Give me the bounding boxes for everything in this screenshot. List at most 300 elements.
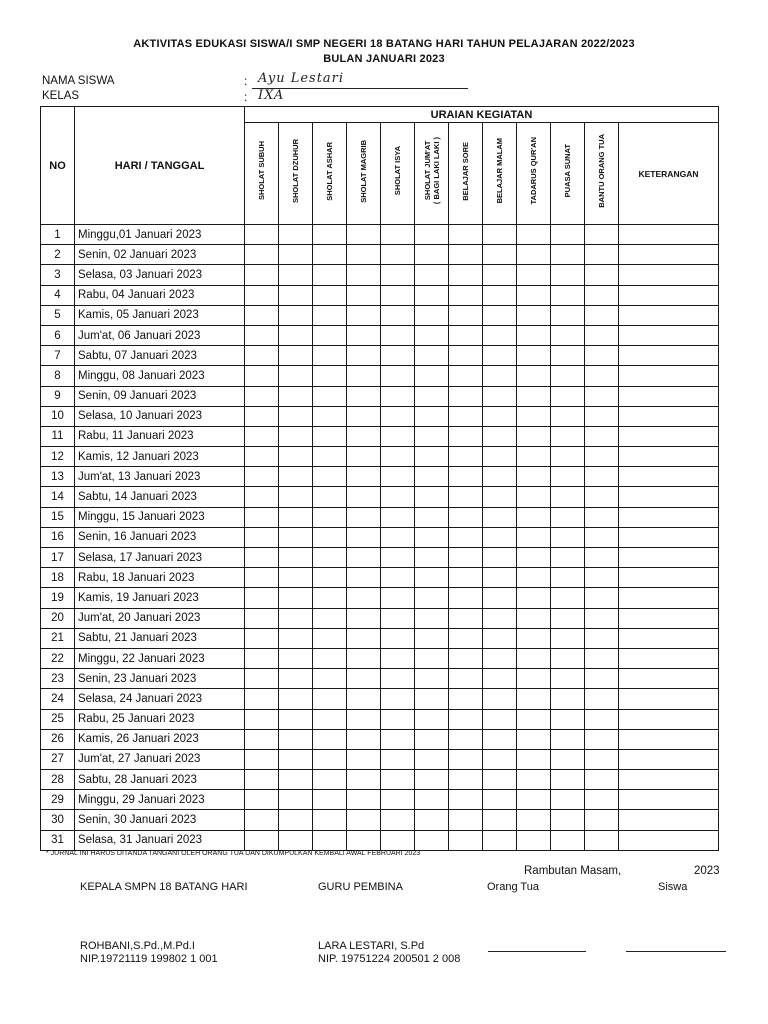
activity-check-cell[interactable]	[279, 548, 313, 568]
activity-check-cell[interactable]	[483, 669, 517, 689]
activity-check-cell[interactable]	[381, 386, 415, 406]
activity-check-cell[interactable]	[585, 426, 619, 446]
activity-check-cell[interactable]	[245, 669, 279, 689]
activity-check-cell[interactable]	[381, 467, 415, 487]
activity-check-cell[interactable]	[517, 749, 551, 769]
activity-check-cell[interactable]	[483, 770, 517, 790]
activity-check-cell[interactable]	[483, 689, 517, 709]
activity-check-cell[interactable]	[279, 770, 313, 790]
class-value[interactable]: IXA	[258, 88, 285, 103]
activity-check-cell[interactable]	[449, 790, 483, 810]
activity-check-cell[interactable]	[551, 225, 585, 245]
activity-check-cell[interactable]	[517, 689, 551, 709]
keterangan-cell[interactable]	[619, 305, 719, 325]
activity-check-cell[interactable]	[415, 447, 449, 467]
activity-check-cell[interactable]	[381, 245, 415, 265]
activity-check-cell[interactable]	[347, 749, 381, 769]
activity-check-cell[interactable]	[313, 689, 347, 709]
activity-check-cell[interactable]	[551, 608, 585, 628]
activity-check-cell[interactable]	[483, 608, 517, 628]
activity-check-cell[interactable]	[551, 447, 585, 467]
activity-check-cell[interactable]	[279, 648, 313, 668]
activity-check-cell[interactable]	[551, 830, 585, 850]
activity-check-cell[interactable]	[585, 770, 619, 790]
activity-check-cell[interactable]	[347, 447, 381, 467]
activity-check-cell[interactable]	[313, 467, 347, 487]
activity-check-cell[interactable]	[483, 487, 517, 507]
activity-check-cell[interactable]	[517, 346, 551, 366]
activity-check-cell[interactable]	[347, 729, 381, 749]
activity-check-cell[interactable]	[483, 467, 517, 487]
keterangan-cell[interactable]	[619, 325, 719, 345]
activity-check-cell[interactable]	[245, 447, 279, 467]
activity-check-cell[interactable]	[415, 709, 449, 729]
activity-check-cell[interactable]	[347, 467, 381, 487]
activity-check-cell[interactable]	[415, 669, 449, 689]
keterangan-cell[interactable]	[619, 810, 719, 830]
activity-check-cell[interactable]	[381, 366, 415, 386]
activity-check-cell[interactable]	[449, 749, 483, 769]
activity-check-cell[interactable]	[483, 648, 517, 668]
activity-check-cell[interactable]	[517, 527, 551, 547]
activity-check-cell[interactable]	[415, 568, 449, 588]
activity-check-cell[interactable]	[313, 325, 347, 345]
activity-check-cell[interactable]	[279, 305, 313, 325]
activity-check-cell[interactable]	[347, 770, 381, 790]
keterangan-cell[interactable]	[619, 426, 719, 446]
keterangan-cell[interactable]	[619, 729, 719, 749]
activity-check-cell[interactable]	[483, 265, 517, 285]
activity-check-cell[interactable]	[449, 285, 483, 305]
activity-check-cell[interactable]	[585, 830, 619, 850]
activity-check-cell[interactable]	[517, 447, 551, 467]
activity-check-cell[interactable]	[483, 346, 517, 366]
activity-check-cell[interactable]	[415, 689, 449, 709]
activity-check-cell[interactable]	[483, 568, 517, 588]
activity-check-cell[interactable]	[313, 386, 347, 406]
activity-check-cell[interactable]	[449, 588, 483, 608]
activity-check-cell[interactable]	[449, 265, 483, 285]
activity-check-cell[interactable]	[551, 487, 585, 507]
activity-check-cell[interactable]	[381, 709, 415, 729]
activity-check-cell[interactable]	[245, 790, 279, 810]
activity-check-cell[interactable]	[313, 447, 347, 467]
activity-check-cell[interactable]	[585, 325, 619, 345]
keterangan-cell[interactable]	[619, 467, 719, 487]
activity-check-cell[interactable]	[449, 406, 483, 426]
activity-check-cell[interactable]	[347, 548, 381, 568]
activity-check-cell[interactable]	[279, 749, 313, 769]
activity-check-cell[interactable]	[551, 346, 585, 366]
activity-check-cell[interactable]	[483, 507, 517, 527]
activity-check-cell[interactable]	[381, 628, 415, 648]
activity-check-cell[interactable]	[245, 406, 279, 426]
activity-check-cell[interactable]	[279, 507, 313, 527]
activity-check-cell[interactable]	[279, 447, 313, 467]
activity-check-cell[interactable]	[347, 487, 381, 507]
activity-check-cell[interactable]	[245, 548, 279, 568]
activity-check-cell[interactable]	[347, 265, 381, 285]
activity-check-cell[interactable]	[551, 770, 585, 790]
activity-check-cell[interactable]	[245, 426, 279, 446]
activity-check-cell[interactable]	[381, 608, 415, 628]
activity-check-cell[interactable]	[415, 749, 449, 769]
activity-check-cell[interactable]	[245, 648, 279, 668]
activity-check-cell[interactable]	[415, 265, 449, 285]
activity-check-cell[interactable]	[279, 790, 313, 810]
activity-check-cell[interactable]	[449, 548, 483, 568]
activity-check-cell[interactable]	[381, 669, 415, 689]
activity-check-cell[interactable]	[449, 830, 483, 850]
activity-check-cell[interactable]	[415, 729, 449, 749]
activity-check-cell[interactable]	[347, 366, 381, 386]
activity-check-cell[interactable]	[449, 527, 483, 547]
keterangan-cell[interactable]	[619, 588, 719, 608]
activity-check-cell[interactable]	[585, 406, 619, 426]
activity-check-cell[interactable]	[279, 265, 313, 285]
activity-check-cell[interactable]	[483, 810, 517, 830]
activity-check-cell[interactable]	[415, 628, 449, 648]
activity-check-cell[interactable]	[279, 245, 313, 265]
activity-check-cell[interactable]	[483, 749, 517, 769]
activity-check-cell[interactable]	[313, 527, 347, 547]
activity-check-cell[interactable]	[279, 689, 313, 709]
activity-check-cell[interactable]	[517, 810, 551, 830]
activity-check-cell[interactable]	[381, 285, 415, 305]
activity-check-cell[interactable]	[245, 305, 279, 325]
activity-check-cell[interactable]	[585, 467, 619, 487]
activity-check-cell[interactable]	[279, 325, 313, 345]
activity-check-cell[interactable]	[279, 225, 313, 245]
activity-check-cell[interactable]	[517, 608, 551, 628]
activity-check-cell[interactable]	[279, 487, 313, 507]
activity-check-cell[interactable]	[483, 709, 517, 729]
activity-check-cell[interactable]	[517, 487, 551, 507]
activity-check-cell[interactable]	[551, 265, 585, 285]
activity-check-cell[interactable]	[517, 225, 551, 245]
activity-check-cell[interactable]	[347, 608, 381, 628]
parent-signature-line[interactable]	[488, 951, 586, 952]
activity-check-cell[interactable]	[313, 749, 347, 769]
activity-check-cell[interactable]	[245, 709, 279, 729]
activity-check-cell[interactable]	[449, 346, 483, 366]
activity-check-cell[interactable]	[313, 285, 347, 305]
activity-check-cell[interactable]	[585, 265, 619, 285]
activity-check-cell[interactable]	[585, 588, 619, 608]
activity-check-cell[interactable]	[279, 426, 313, 446]
keterangan-cell[interactable]	[619, 285, 719, 305]
activity-check-cell[interactable]	[381, 346, 415, 366]
keterangan-cell[interactable]	[619, 669, 719, 689]
activity-check-cell[interactable]	[551, 689, 585, 709]
activity-check-cell[interactable]	[551, 810, 585, 830]
activity-check-cell[interactable]	[313, 830, 347, 850]
activity-check-cell[interactable]	[245, 346, 279, 366]
activity-check-cell[interactable]	[585, 648, 619, 668]
activity-check-cell[interactable]	[449, 628, 483, 648]
activity-check-cell[interactable]	[483, 628, 517, 648]
activity-check-cell[interactable]	[313, 628, 347, 648]
activity-check-cell[interactable]	[585, 305, 619, 325]
activity-check-cell[interactable]	[381, 588, 415, 608]
activity-check-cell[interactable]	[585, 689, 619, 709]
activity-check-cell[interactable]	[381, 225, 415, 245]
activity-check-cell[interactable]	[517, 648, 551, 668]
activity-check-cell[interactable]	[279, 709, 313, 729]
activity-check-cell[interactable]	[245, 689, 279, 709]
activity-check-cell[interactable]	[415, 225, 449, 245]
activity-check-cell[interactable]	[585, 225, 619, 245]
activity-check-cell[interactable]	[245, 467, 279, 487]
activity-check-cell[interactable]	[279, 588, 313, 608]
activity-check-cell[interactable]	[245, 749, 279, 769]
keterangan-cell[interactable]	[619, 830, 719, 850]
activity-check-cell[interactable]	[313, 406, 347, 426]
activity-check-cell[interactable]	[313, 426, 347, 446]
activity-check-cell[interactable]	[347, 285, 381, 305]
student-signature-line[interactable]	[626, 951, 726, 952]
activity-check-cell[interactable]	[585, 386, 619, 406]
activity-check-cell[interactable]	[245, 830, 279, 850]
activity-check-cell[interactable]	[381, 265, 415, 285]
activity-check-cell[interactable]	[517, 568, 551, 588]
activity-check-cell[interactable]	[415, 830, 449, 850]
activity-check-cell[interactable]	[517, 588, 551, 608]
activity-check-cell[interactable]	[415, 507, 449, 527]
activity-check-cell[interactable]	[517, 770, 551, 790]
keterangan-cell[interactable]	[619, 689, 719, 709]
activity-check-cell[interactable]	[517, 325, 551, 345]
activity-check-cell[interactable]	[245, 729, 279, 749]
activity-check-cell[interactable]	[415, 770, 449, 790]
activity-check-cell[interactable]	[279, 527, 313, 547]
activity-check-cell[interactable]	[551, 285, 585, 305]
activity-check-cell[interactable]	[381, 305, 415, 325]
activity-check-cell[interactable]	[415, 467, 449, 487]
keterangan-cell[interactable]	[619, 386, 719, 406]
activity-check-cell[interactable]	[347, 709, 381, 729]
activity-check-cell[interactable]	[347, 648, 381, 668]
keterangan-cell[interactable]	[619, 406, 719, 426]
student-name-value[interactable]: Ayu Lestari	[258, 71, 345, 86]
activity-check-cell[interactable]	[551, 305, 585, 325]
activity-check-cell[interactable]	[381, 790, 415, 810]
activity-check-cell[interactable]	[585, 729, 619, 749]
activity-check-cell[interactable]	[551, 386, 585, 406]
keterangan-cell[interactable]	[619, 749, 719, 769]
activity-check-cell[interactable]	[551, 568, 585, 588]
activity-check-cell[interactable]	[381, 447, 415, 467]
activity-check-cell[interactable]	[313, 346, 347, 366]
activity-check-cell[interactable]	[551, 507, 585, 527]
activity-check-cell[interactable]	[415, 487, 449, 507]
activity-check-cell[interactable]	[483, 225, 517, 245]
activity-check-cell[interactable]	[449, 325, 483, 345]
activity-check-cell[interactable]	[551, 406, 585, 426]
activity-check-cell[interactable]	[517, 830, 551, 850]
activity-check-cell[interactable]	[279, 366, 313, 386]
activity-check-cell[interactable]	[449, 669, 483, 689]
activity-check-cell[interactable]	[551, 709, 585, 729]
activity-check-cell[interactable]	[483, 325, 517, 345]
activity-check-cell[interactable]	[381, 487, 415, 507]
activity-check-cell[interactable]	[517, 285, 551, 305]
activity-check-cell[interactable]	[245, 608, 279, 628]
activity-check-cell[interactable]	[483, 426, 517, 446]
activity-check-cell[interactable]	[449, 225, 483, 245]
activity-check-cell[interactable]	[483, 245, 517, 265]
activity-check-cell[interactable]	[585, 548, 619, 568]
activity-check-cell[interactable]	[517, 467, 551, 487]
keterangan-cell[interactable]	[619, 548, 719, 568]
activity-check-cell[interactable]	[517, 265, 551, 285]
activity-check-cell[interactable]	[279, 346, 313, 366]
activity-check-cell[interactable]	[381, 507, 415, 527]
activity-check-cell[interactable]	[517, 790, 551, 810]
activity-check-cell[interactable]	[483, 830, 517, 850]
activity-check-cell[interactable]	[449, 770, 483, 790]
activity-check-cell[interactable]	[347, 386, 381, 406]
activity-check-cell[interactable]	[245, 325, 279, 345]
activity-check-cell[interactable]	[585, 608, 619, 628]
activity-check-cell[interactable]	[381, 548, 415, 568]
activity-check-cell[interactable]	[415, 648, 449, 668]
activity-check-cell[interactable]	[279, 406, 313, 426]
activity-check-cell[interactable]	[381, 527, 415, 547]
activity-check-cell[interactable]	[347, 628, 381, 648]
activity-check-cell[interactable]	[585, 628, 619, 648]
activity-check-cell[interactable]	[347, 527, 381, 547]
activity-check-cell[interactable]	[551, 366, 585, 386]
activity-check-cell[interactable]	[585, 790, 619, 810]
keterangan-cell[interactable]	[619, 770, 719, 790]
activity-check-cell[interactable]	[517, 709, 551, 729]
activity-check-cell[interactable]	[313, 305, 347, 325]
activity-check-cell[interactable]	[347, 426, 381, 446]
keterangan-cell[interactable]	[619, 225, 719, 245]
keterangan-cell[interactable]	[619, 265, 719, 285]
activity-check-cell[interactable]	[279, 628, 313, 648]
activity-check-cell[interactable]	[585, 366, 619, 386]
activity-check-cell[interactable]	[347, 325, 381, 345]
activity-check-cell[interactable]	[585, 487, 619, 507]
keterangan-cell[interactable]	[619, 487, 719, 507]
activity-check-cell[interactable]	[415, 790, 449, 810]
activity-check-cell[interactable]	[585, 568, 619, 588]
activity-check-cell[interactable]	[313, 810, 347, 830]
activity-check-cell[interactable]	[415, 588, 449, 608]
activity-check-cell[interactable]	[483, 527, 517, 547]
activity-check-cell[interactable]	[415, 245, 449, 265]
activity-check-cell[interactable]	[279, 386, 313, 406]
activity-check-cell[interactable]	[347, 406, 381, 426]
activity-check-cell[interactable]	[347, 568, 381, 588]
activity-check-cell[interactable]	[415, 527, 449, 547]
activity-check-cell[interactable]	[585, 346, 619, 366]
activity-check-cell[interactable]	[415, 285, 449, 305]
activity-check-cell[interactable]	[245, 770, 279, 790]
activity-check-cell[interactable]	[483, 548, 517, 568]
activity-check-cell[interactable]	[381, 689, 415, 709]
activity-check-cell[interactable]	[517, 366, 551, 386]
activity-check-cell[interactable]	[347, 225, 381, 245]
activity-check-cell[interactable]	[483, 790, 517, 810]
activity-check-cell[interactable]	[585, 669, 619, 689]
activity-check-cell[interactable]	[483, 588, 517, 608]
activity-check-cell[interactable]	[381, 568, 415, 588]
activity-check-cell[interactable]	[313, 669, 347, 689]
activity-check-cell[interactable]	[585, 709, 619, 729]
activity-check-cell[interactable]	[517, 729, 551, 749]
activity-check-cell[interactable]	[415, 366, 449, 386]
activity-check-cell[interactable]	[313, 588, 347, 608]
activity-check-cell[interactable]	[517, 305, 551, 325]
activity-check-cell[interactable]	[313, 265, 347, 285]
activity-check-cell[interactable]	[449, 729, 483, 749]
activity-check-cell[interactable]	[279, 810, 313, 830]
activity-check-cell[interactable]	[517, 426, 551, 446]
activity-check-cell[interactable]	[551, 729, 585, 749]
activity-check-cell[interactable]	[347, 669, 381, 689]
activity-check-cell[interactable]	[449, 305, 483, 325]
activity-check-cell[interactable]	[313, 225, 347, 245]
activity-check-cell[interactable]	[449, 608, 483, 628]
activity-check-cell[interactable]	[245, 527, 279, 547]
activity-check-cell[interactable]	[551, 325, 585, 345]
activity-check-cell[interactable]	[449, 487, 483, 507]
activity-check-cell[interactable]	[585, 749, 619, 769]
activity-check-cell[interactable]	[313, 487, 347, 507]
activity-check-cell[interactable]	[551, 467, 585, 487]
activity-check-cell[interactable]	[483, 366, 517, 386]
activity-check-cell[interactable]	[415, 608, 449, 628]
activity-check-cell[interactable]	[279, 568, 313, 588]
activity-check-cell[interactable]	[313, 729, 347, 749]
activity-check-cell[interactable]	[449, 689, 483, 709]
activity-check-cell[interactable]	[381, 830, 415, 850]
activity-check-cell[interactable]	[245, 285, 279, 305]
activity-check-cell[interactable]	[245, 386, 279, 406]
activity-check-cell[interactable]	[449, 507, 483, 527]
activity-check-cell[interactable]	[279, 467, 313, 487]
activity-check-cell[interactable]	[245, 487, 279, 507]
activity-check-cell[interactable]	[245, 628, 279, 648]
activity-check-cell[interactable]	[313, 548, 347, 568]
keterangan-cell[interactable]	[619, 790, 719, 810]
activity-check-cell[interactable]	[449, 245, 483, 265]
activity-check-cell[interactable]	[483, 285, 517, 305]
activity-check-cell[interactable]	[551, 426, 585, 446]
activity-check-cell[interactable]	[313, 507, 347, 527]
activity-check-cell[interactable]	[415, 406, 449, 426]
activity-check-cell[interactable]	[517, 628, 551, 648]
activity-check-cell[interactable]	[415, 426, 449, 446]
keterangan-cell[interactable]	[619, 568, 719, 588]
activity-check-cell[interactable]	[313, 568, 347, 588]
activity-check-cell[interactable]	[347, 790, 381, 810]
activity-check-cell[interactable]	[245, 245, 279, 265]
activity-check-cell[interactable]	[381, 325, 415, 345]
activity-check-cell[interactable]	[313, 245, 347, 265]
activity-check-cell[interactable]	[551, 527, 585, 547]
activity-check-cell[interactable]	[313, 790, 347, 810]
activity-check-cell[interactable]	[585, 810, 619, 830]
activity-check-cell[interactable]	[585, 285, 619, 305]
activity-check-cell[interactable]	[347, 507, 381, 527]
activity-check-cell[interactable]	[415, 346, 449, 366]
keterangan-cell[interactable]	[619, 709, 719, 729]
activity-check-cell[interactable]	[415, 810, 449, 830]
